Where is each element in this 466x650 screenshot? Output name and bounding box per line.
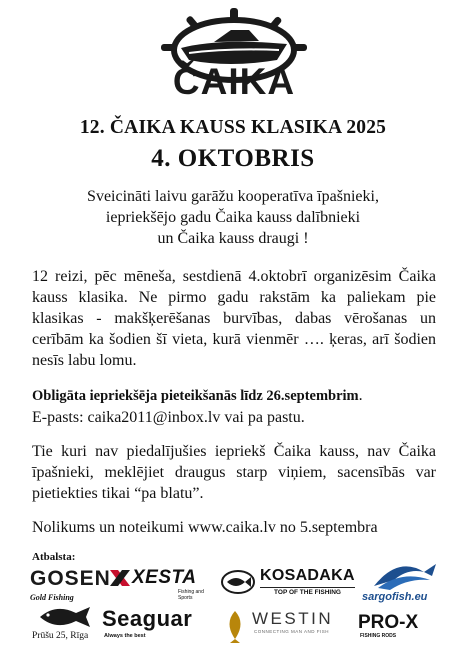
greeting-line: Sveicināti laivu garāžu kooperatīva īpašnieki, <box>87 188 379 205</box>
seaguar-tagline: Always the best <box>104 633 146 639</box>
sponsor-sargofish <box>358 560 458 605</box>
fish-oval-icon <box>220 569 256 595</box>
xesta-logo-icon <box>108 567 132 589</box>
pro-x-tagline: FISHING RODS <box>360 633 397 639</box>
event-date: 4. OKTOBRIS <box>151 145 315 172</box>
goldfish-icon <box>34 603 94 631</box>
westin-fish-icon <box>222 609 248 643</box>
xesta-tagline: Fishing and Sports <box>178 589 204 601</box>
registration-period: . <box>358 387 363 404</box>
sponsor-xesta <box>108 566 216 601</box>
gold-fishing-name: Gold Fishing <box>30 593 74 602</box>
westin-tagline: CONNECTING MAN AND FISH <box>254 629 330 634</box>
sponsor-westin <box>220 609 355 645</box>
sponsor-gosen: GOSEN <box>30 567 111 590</box>
caika-logo <box>159 8 309 108</box>
westin-name: WESTIN <box>252 609 334 628</box>
gold-fishing-address: Prūšu 25, Rīga <box>32 631 89 641</box>
sponsor-seaguar <box>102 606 217 646</box>
greeting-line: iepriekšējo gadu Čaika kauss dalībnieki <box>105 209 361 226</box>
rules-line: Nolikums un noteikumi www.caika.lv no 5.septembra <box>32 519 378 536</box>
eligibility-paragraph: Tie kuri nav piedalījušies iepriekš Čaika kauss, nav Čaika īpašnieki, meklējiet draugus starp viņiem, sacensībās var pietiekties tikai “pa blatu”. <box>32 443 436 502</box>
logo-brand-text: ČAIKA <box>172 61 296 102</box>
greeting-line: un Čaika kauss draugi ! <box>157 230 309 247</box>
kosadaka-name: KOSADAKA <box>260 567 355 584</box>
greeting-block <box>0 186 466 249</box>
registration-email: E-pasts: caika2011@inbox.lv vai pa pastu. <box>32 409 305 426</box>
event-title: 12. ČAIKA KAUSS KLASIKA 2025 <box>79 117 387 138</box>
registration-block <box>32 385 436 428</box>
intro-paragraph: 12 reizi, pēc mēneša, sestdienā 4.oktobrī organizēsim Čaika kauss klasika. Ne pirmo gadu rakstām ka paliekam pie klasikas - makšķerēšanas burvības, dabas vērošanas un cerībām ka šodien šī vieta, kurā vienmēr …. ķeras, arī šodien nesīs labu lomu. <box>32 268 436 369</box>
kosadaka-tagline: TOP OF THE FISHING <box>260 587 355 596</box>
sargofish-name: sargofish.eu <box>362 591 428 603</box>
xesta-name: XESTA <box>132 567 197 588</box>
sponsor-gold-fishing <box>28 593 100 648</box>
sargofish-fish-icon <box>368 560 438 592</box>
seaguar-name: Seaguar <box>102 606 193 631</box>
supporters-label: Atbalsta: <box>32 551 76 563</box>
registration-deadline: Obligāta iepriekšēja pieteikšanās līdz 26.septembrim <box>32 388 359 404</box>
pro-x-name: PRO-X <box>358 612 419 633</box>
sponsor-kosadaka <box>220 567 355 599</box>
sponsor-pro-x <box>358 612 453 642</box>
